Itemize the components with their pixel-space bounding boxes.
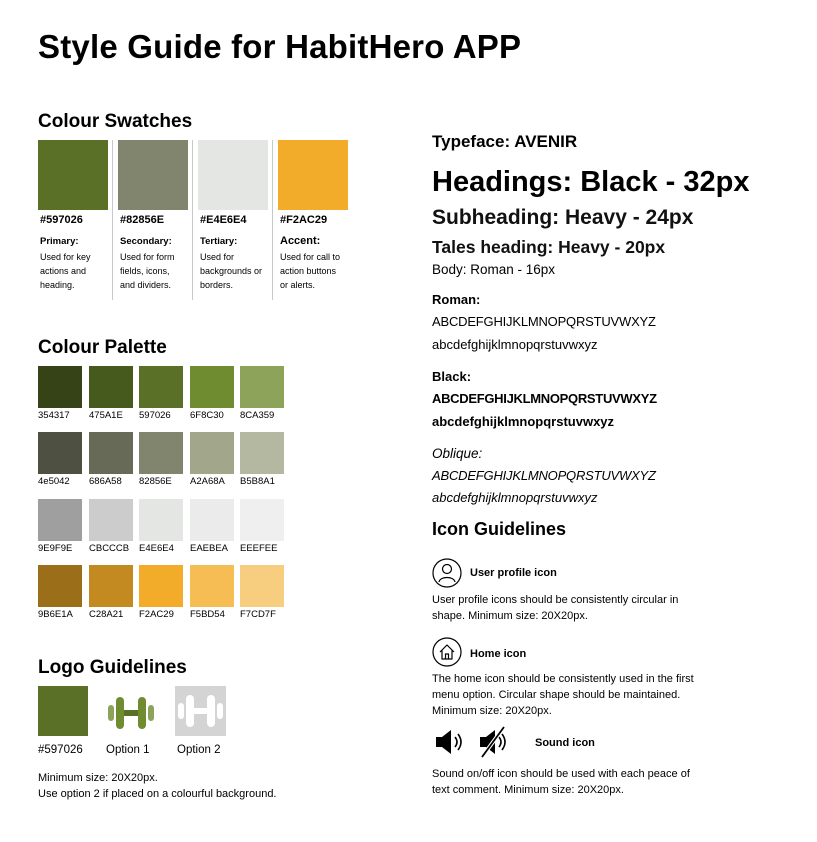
swatch-hex-label: #F2AC29 (280, 214, 328, 226)
page-title: Style Guide for HabitHero APP (38, 28, 522, 65)
logo-heading: Logo Guidelines (38, 657, 187, 678)
logo-option2-label: Option 2 (177, 744, 221, 756)
palette-chip-label: EAEBEA (190, 543, 229, 554)
palette-chip (240, 366, 284, 408)
swatch-description-line: backgrounds or (200, 266, 263, 276)
swatch-description (40, 250, 112, 292)
palette-chip (89, 432, 133, 474)
body-sample: Body: Roman - 16px (432, 262, 556, 277)
palette-chip (139, 366, 183, 408)
logo-option1-icon (106, 691, 156, 735)
swatch-hex-label: #82856E (120, 214, 165, 226)
swatch-role: Secondary: (120, 236, 172, 247)
swatch-description (120, 250, 192, 292)
sound-desc-line1: Sound on/off icon should be used with each peace of (432, 768, 690, 780)
palette-chip-label: CBCCCB (89, 543, 130, 554)
sound-desc (432, 766, 690, 798)
home-icon-label: Home icon (470, 648, 527, 660)
home-desc (432, 671, 694, 719)
palette-chip (240, 565, 284, 607)
logo-color-swatch (38, 686, 88, 736)
headings-sample: Headings: Black - 32px (432, 166, 750, 198)
logo-swatch-label: #597026 (38, 744, 83, 756)
palette-chip (38, 565, 82, 607)
palette-chip-label: 475A1E (89, 410, 123, 421)
palette-chip (89, 366, 133, 408)
palette-chip-label: 354317 (38, 410, 70, 421)
sound-desc-line2: text comment. Minimum size: 20X20px. (432, 784, 624, 796)
swatch-description-line: or alerts. (280, 280, 316, 290)
black-uppercase: ABCDEFGHIJKLMNOPQRSTUVWXYZ (432, 391, 657, 406)
swatch-color-box (278, 140, 348, 210)
tales-heading-sample: Tales heading: Heavy - 20px (432, 237, 666, 257)
swatches-heading: Colour Swatches (38, 111, 193, 132)
swatch-card (118, 140, 188, 300)
sound-icon-label: Sound icon (535, 737, 595, 749)
swatch-role: Tertiary: (200, 236, 238, 247)
swatch-role: Primary: (40, 236, 79, 247)
user-profile-icon (432, 558, 462, 588)
palette-chip (139, 565, 183, 607)
swatch-card (38, 140, 108, 300)
logo-note-line2: Use option 2 if placed on a colourful background. (38, 788, 277, 800)
swatch-color-box (198, 140, 268, 210)
home-icon (432, 637, 462, 667)
palette-chip-label: EEEFEE (240, 543, 278, 554)
home-desc-line2: menu option. Circular shape should be maintained. (432, 689, 681, 701)
palette-chip (89, 565, 133, 607)
user-profile-desc (432, 592, 678, 624)
palette-chip (240, 499, 284, 541)
swatch-hex-label: #E4E6E4 (200, 214, 247, 226)
oblique-label: Oblique: (432, 446, 483, 461)
palette-chip (190, 499, 234, 541)
swatch-description-line: Used for key (40, 252, 91, 262)
swatch-divider (272, 140, 273, 300)
swatch-color-box (38, 140, 108, 210)
swatch-divider (112, 140, 113, 300)
palette-chip-label: F5BD54 (190, 609, 225, 620)
sound-off-icon (478, 725, 514, 759)
swatch-hex-label: #597026 (40, 214, 83, 226)
swatch-description-line: Used for (200, 252, 235, 262)
home-desc-line3: Minimum size: 20X20px. (432, 705, 552, 717)
palette-chip-label: F7CD7F (240, 609, 276, 620)
oblique-uppercase: ABCDEFGHIJKLMNOPQRSTUVWXYZ (432, 468, 656, 483)
black-lowercase: abcdefghijklmnopqrstuvwxyz (432, 414, 615, 429)
subheading-sample: Subheading: Heavy - 24px (432, 206, 694, 229)
typeface-heading: Typeface: AVENIR (432, 132, 578, 151)
swatch-description-line: fields, icons, (120, 266, 170, 276)
palette-chip (240, 432, 284, 474)
palette-chip (89, 499, 133, 541)
palette-heading: Colour Palette (38, 337, 167, 358)
palette-chip-label: E4E6E4 (139, 543, 174, 554)
black-label: Black: (432, 369, 472, 384)
palette-chip-label: 597026 (139, 410, 171, 421)
swatch-description (200, 250, 272, 292)
user-profile-desc-line1: User profile icons should be consistently circular in (432, 594, 679, 606)
roman-lowercase: abcdefghijklmnopqrstuvwxyz (432, 337, 598, 352)
user-profile-desc-line2: shape. Minimum size: 20X20px. (432, 610, 588, 622)
palette-chip (190, 432, 234, 474)
swatch-description-line: action buttons (280, 266, 337, 276)
swatch-role: Accent: (280, 235, 321, 247)
swatch-card (278, 140, 348, 300)
home-desc-line1: The home icon should be consistently used in the first (432, 673, 694, 685)
palette-chip (38, 499, 82, 541)
swatch-description-line: and dividers. (120, 280, 172, 290)
icon-guidelines-heading: Icon Guidelines (432, 519, 567, 539)
user-profile-icon-label: User profile icon (470, 567, 557, 579)
palette-chip-label: F2AC29 (139, 609, 174, 620)
palette-chip (190, 565, 234, 607)
palette-chip-label: C28A21 (89, 609, 124, 620)
palette-chip (38, 432, 82, 474)
sound-on-icon (434, 727, 470, 757)
palette-chip-label: 9E9F9E (38, 543, 73, 554)
logo-option1-label: Option 1 (106, 744, 150, 756)
oblique-lowercase: abcdefghijklmnopqrstuvwxyz (432, 490, 598, 505)
palette-chip-label: 8CA359 (240, 410, 275, 421)
palette-chip-label: 82856E (139, 476, 172, 487)
roman-uppercase: ABCDEFGHIJKLMNOPQRSTUVWXYZ (432, 314, 656, 329)
swatch-description (280, 250, 352, 292)
swatch-description-line: borders. (200, 280, 234, 290)
swatch-divider (192, 140, 193, 300)
palette-chip-label: 9B6E1A (38, 609, 73, 620)
palette-chip-label: A2A68A (190, 476, 225, 487)
logo-option2-icon (175, 686, 226, 736)
swatch-description-line: heading. (40, 280, 75, 290)
palette-chip (139, 499, 183, 541)
palette-chip-label: 4e5042 (38, 476, 70, 487)
palette-chip (38, 366, 82, 408)
swatch-description-line: actions and (40, 266, 87, 276)
swatch-card (198, 140, 268, 300)
swatch-description-line: Used for call to (280, 252, 341, 262)
swatch-color-box (118, 140, 188, 210)
palette-chip-label: 686A58 (89, 476, 122, 487)
swatch-description-line: Used for form (120, 252, 175, 262)
palette-chip-label: 6F8C30 (190, 410, 224, 421)
roman-label: Roman: (432, 292, 481, 307)
palette-chip (139, 432, 183, 474)
palette-chip-label: B5B8A1 (240, 476, 275, 487)
logo-note (38, 770, 277, 802)
palette-chip (190, 366, 234, 408)
logo-note-line1: Minimum size: 20X20px. (38, 772, 158, 784)
